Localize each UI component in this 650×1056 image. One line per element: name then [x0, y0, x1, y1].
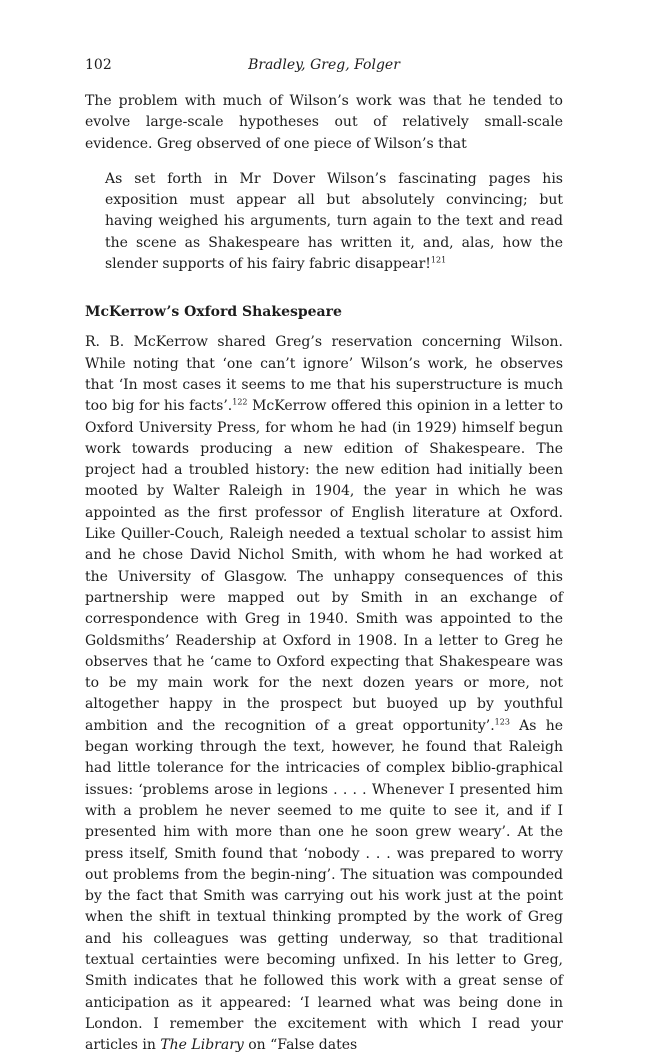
paragraph-text-1: R. B. McKerrow shared Greg’s reservation concerning Wilson. While noting that ‘one can’t ignore’ Wilson’s work, he observes that ‘In most cases it seems to me that his superstructure is much too big for his facts’.	[85, 334, 563, 415]
block-quote-text: As set forth in Mr Dover Wilson’s fascinating pages his exposition must appear all but absolutely convincing; but having weighed his arguments, turn again to the text and read the scene as Shakespeare has written it, and, alas, how the slender supports of his fairy fabric disappear!	[105, 170, 563, 273]
footnote-ref-122: 122	[232, 397, 248, 407]
section-paragraph	[85, 332, 563, 1056]
section-heading: McKerrow’s Oxford Shakespeare	[85, 304, 342, 321]
body-text	[85, 91, 563, 1056]
block-quote	[105, 169, 563, 275]
paragraph-text-4: on “False dates	[243, 1037, 358, 1054]
page-header	[85, 57, 563, 79]
running-title: Bradley, Greg, Folger	[248, 57, 400, 73]
page-number: 102	[85, 57, 112, 73]
paragraph-text-2: McKerrow offered this opinion in a letter to Oxford University Press, for whom he had (in 1929) himself begun work towards producing a new edition of Shakespeare. The project had a troubled history: the new edition had initially been mooted by Walter Raleigh in 1904, the year in which he was appointed as the first professor of English literature at Oxford. Like Quiller-Couch, Raleigh needed a textual scholar to assist him and he chose David Nichol Smith, with whom he had worked at the University of Glasgow. The unhappy consequences of this partnership were mapped out by Smith in an exchange of correspondence with Greg in 1940. Smith was appointed to the Goldsmiths’ Readership at Oxford in 1908. In a letter to Greg he observes that he ‘came to Oxford expecting that Shakespeare was to be my main work for the next dozen years or more, not altogether happy in the prospect but buoyed up by youthful ambition and the recognition of a great opportunity’.	[85, 398, 564, 734]
journal-title: The Library	[160, 1037, 244, 1054]
footnote-ref-121: 121	[430, 255, 447, 265]
footnote-ref-123: 123	[494, 717, 510, 727]
intro-paragraph: The problem with much of Wilson’s work was that he tended to evolve large-scale hypotheses out of relatively small-scale evidence. Greg observed of one piece of Wilson’s that	[85, 93, 563, 152]
paragraph-text-3: As he began working through the text, however, he found that Raleigh had little tolerance for the intricacies of complex biblio-graphical issues: ‘problems arose in legions . . . . Whenever I presented him with a problem he never seemed to me quite to see it, and if I presented him with more than one he soon grew weary’. At the press itself, Smith found that ‘nobody . . . was prepared to worry out problems from the begin-ning’. The situation was compounded by the fact that Smith was carrying out his work just at the point when the shift in textual thinking prompted by the work of Greg and his colleagues was getting underway, so that traditional textual certainties were becoming unfixed. In his letter to Greg, Smith indicates that he followed this work with a great sense of anticipation as it appeared: ‘I learned what was being done in London. I remember the excitement with which I read your articles in	[85, 717, 563, 1054]
